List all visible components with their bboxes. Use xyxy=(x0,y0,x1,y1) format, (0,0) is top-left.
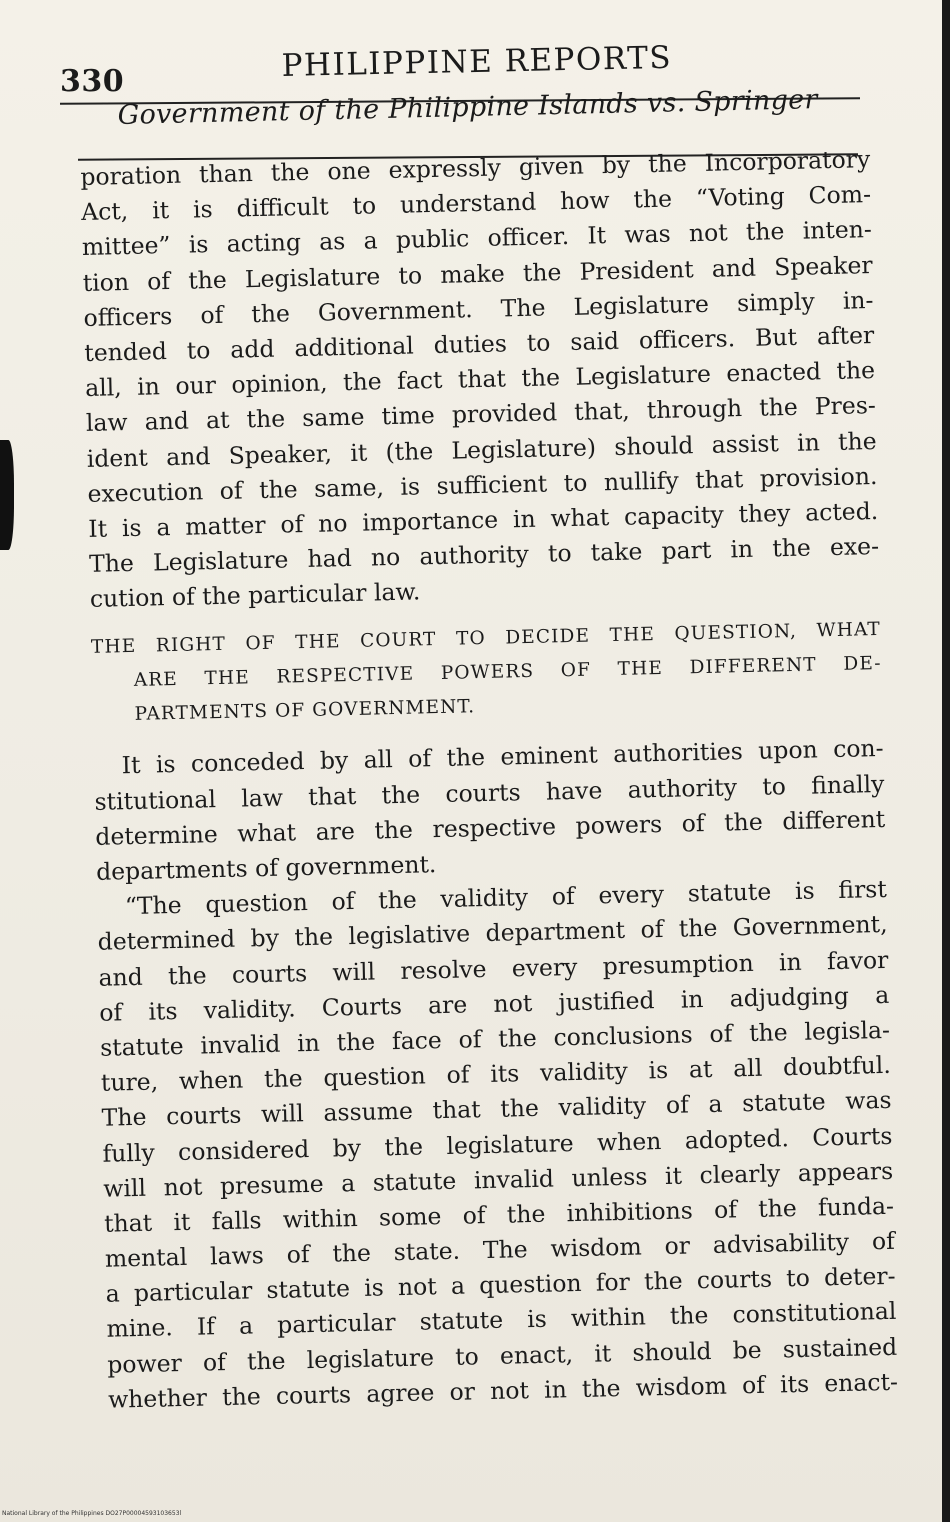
text-line: departments of government. xyxy=(95,850,437,886)
text-line: of its validity. Courts are not justified in adjudging a xyxy=(99,980,890,1027)
text-line: officers of the Government. The Legislature simply in- xyxy=(83,285,874,332)
text-line: “The question of the validity of every statute is first xyxy=(124,875,888,921)
scan-edge-shadow xyxy=(942,0,950,1522)
text-line: cution of the particular law. xyxy=(89,577,421,614)
heading-line: ARE THE RESPECTIVE POWERS OF THE DIFFERENT DE- xyxy=(133,653,882,692)
text-line: and the courts will resolve every presumption in favor xyxy=(98,945,889,992)
text-line: execution of the same, is sufficient to nullify that provision. xyxy=(87,461,878,508)
text-line: all, in our opinion, the fact that the Legislature enacted the xyxy=(84,356,876,403)
paragraph-authorities xyxy=(93,731,886,890)
running-title: PHILIPPINE REPORTS xyxy=(281,39,673,84)
text-line: determined by the legislative department of the Government, xyxy=(97,910,888,957)
heading-line: THE RIGHT OF THE COURT TO DECIDE THE QUESTION, WHAT xyxy=(90,619,882,659)
text-line: The Legislature had no authority to take part in the exe- xyxy=(88,532,880,578)
text-line: whether the courts agree or not in the wisdom of its enact- xyxy=(107,1367,899,1414)
text-line: It is a matter of no importance in what capacity they acted. xyxy=(88,496,879,543)
text-line: poration than the one expressly given by the Incorporatory xyxy=(80,145,871,191)
text-line: stitutional law that the courts have authority to finally xyxy=(94,769,885,816)
text-line: determine what are the respective powers of the different xyxy=(95,804,886,851)
library-imprint: National Library of the Philippines DO27P00004593103653l xyxy=(2,1510,182,1517)
text-line: tended to add additional duties to said officers. But after xyxy=(84,320,875,367)
text-line: fully considered by the legislature when adopted. Courts xyxy=(102,1121,893,1168)
page-number: 330 xyxy=(60,64,125,99)
case-title: Government of the Philippine Islands vs. Springer xyxy=(117,84,819,131)
text-line: mental laws of the state. The wisdom or advisability of xyxy=(104,1226,896,1273)
scan-ink-blot xyxy=(0,440,14,550)
text-line: It is conceded by all of the eminent authorities upon con- xyxy=(121,734,884,780)
section-heading xyxy=(91,613,883,733)
text-line: ident and Speaker, it (the Legislature) should assist in the xyxy=(86,426,877,473)
body-text xyxy=(80,142,898,1418)
heading-line: PARTMENTS OF GOVERNMENT. xyxy=(134,696,476,726)
text-line: law and at the same time provided that, through the Pres- xyxy=(85,391,877,438)
paragraph-quotation xyxy=(97,872,899,1418)
text-line: a particular statute is not a question for the courts to deter- xyxy=(105,1262,896,1308)
text-line: mittee” is acting as a public officer. It was not the inten- xyxy=(81,215,873,262)
text-line: that it falls within some of the inhibitions of the funda- xyxy=(103,1191,895,1238)
text-line: tion of the Legislature to make the President and Speaker xyxy=(82,250,873,297)
text-line: power of the legislature to enact, it should be sustained xyxy=(107,1332,898,1379)
text-line: The courts will assume that the validity of a statute was xyxy=(101,1086,892,1133)
paragraph-continuation xyxy=(80,142,880,617)
text-line: statute invalid in the face of the conclusions of the legisla- xyxy=(99,1015,891,1062)
text-line: will not presume a statute invalid unless it clearly appears xyxy=(103,1156,894,1203)
text-line: ture, when the question of its validity is at all doubtful. xyxy=(100,1050,892,1097)
text-line: mine. If a particular statute is within the constitutional xyxy=(106,1297,897,1344)
text-line: Act, it is difficult to understand how the “Voting Com- xyxy=(80,180,872,227)
